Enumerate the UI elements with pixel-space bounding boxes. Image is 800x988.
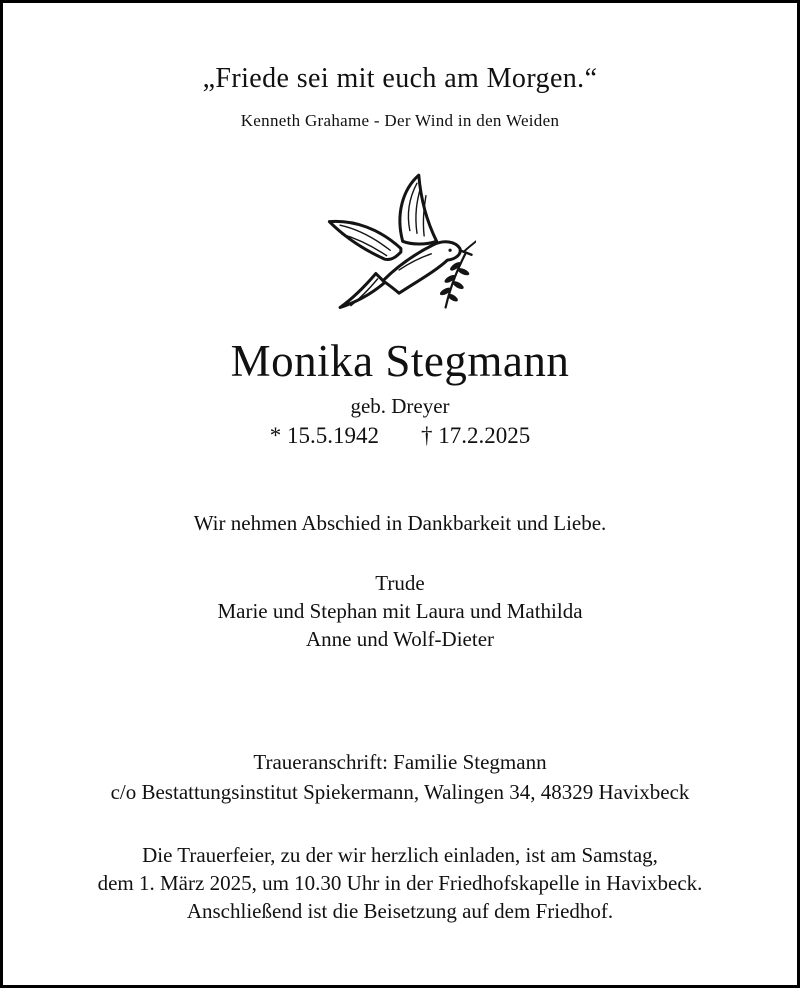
mourner-line: Anne und Wolf-Dieter (305, 627, 495, 651)
dove-illustration (3, 171, 797, 322)
dove-with-olive-branch-icon (324, 304, 476, 321)
condolence-address-line: Traueranschrift: Familie Stegmann (253, 750, 547, 774)
deceased-name: Monika Stegmann (230, 336, 570, 386)
birth-date: * 15.5.1942 (269, 423, 379, 448)
deceased-birth-name: geb. Dreyer (350, 394, 450, 418)
mourner-line: Marie und Stephan mit Laura und Mathilda (217, 599, 583, 623)
farewell-line: Wir nehmen Abschied in Dankbarkeit und Liebe. (193, 511, 607, 535)
mourner-line: Trude (375, 571, 425, 595)
mourners-list (3, 569, 797, 653)
funeral-details (3, 841, 797, 925)
life-dates (3, 423, 797, 449)
funeral-details-line: Anschließend ist die Beisetzung auf dem Friedhof. (186, 899, 614, 923)
memorial-quote: „Friede sei mit euch am Morgen.“ (202, 63, 598, 94)
condolence-address-line: c/o Bestattungsinstitut Spiekermann, Walingen 34, 48329 Havixbeck (110, 780, 690, 804)
quote-attribution: Kenneth Grahame - Der Wind in den Weiden (240, 111, 560, 130)
funeral-details-line: dem 1. März 2025, um 10.30 Uhr in der Friedhofskapelle in Havixbeck. (97, 871, 703, 895)
death-date: † 17.2.2025 (421, 423, 531, 448)
condolence-address (3, 747, 797, 807)
funeral-details-line: Die Trauerfeier, zu der wir herzlich einladen, ist am Samstag, (142, 843, 658, 867)
